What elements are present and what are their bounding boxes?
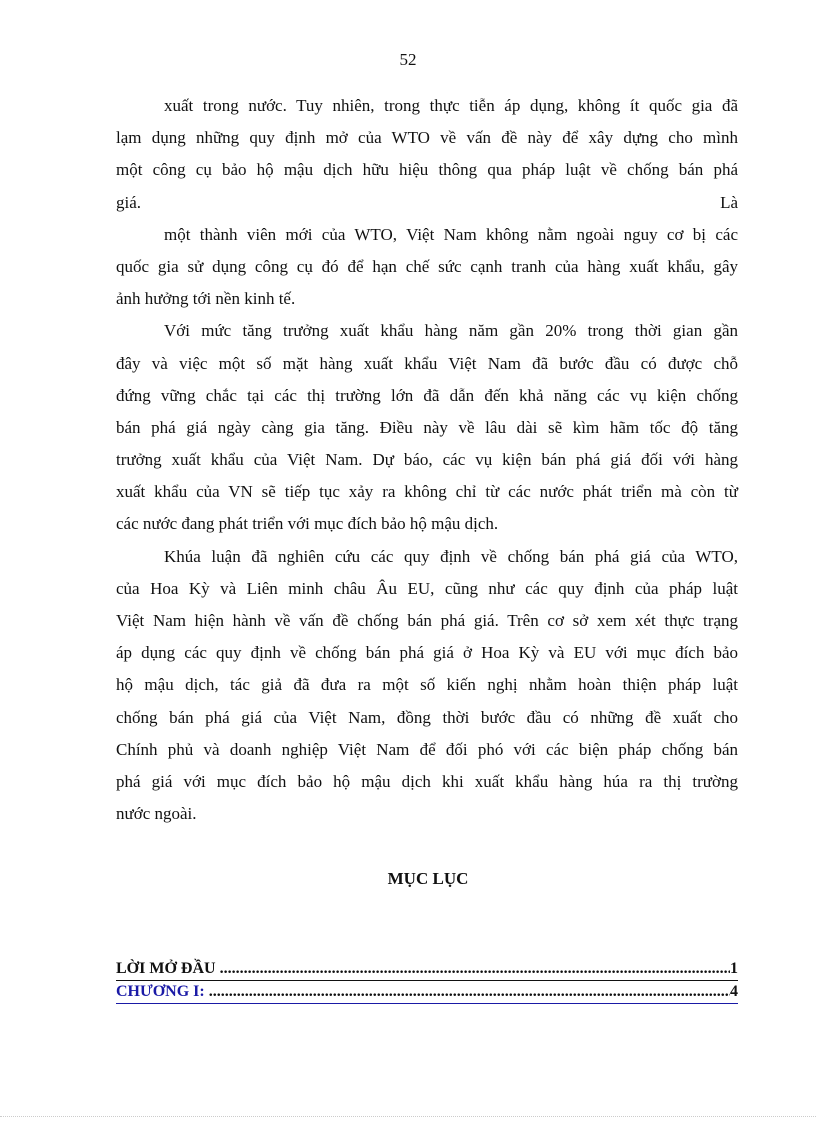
body-line: chống bán phá giá của Việt Nam, đồng thời bước đầu có những đề xuất cho — [116, 707, 738, 727]
toc-entry-chuong-1-link[interactable] — [116, 981, 738, 1004]
body-line: phá giá với mục đích bảo hộ mậu dịch khi xuất khẩu hàng húa ra thị trường — [116, 771, 738, 791]
body-line: bán phá giá ngày càng gia tăng. Điều này về lâu dài sẽ kìm hãm tốc độ tăng — [116, 417, 738, 437]
body-line: đứng vững chắc tại các thị trường lớn đã dẫn đến khả năng các vụ kiện chống — [116, 385, 738, 405]
body-line: Khúa luận đã nghiên cứu các quy định về chống bán phá giá của WTO, — [164, 546, 738, 566]
body-line: áp dụng các quy định về chống bán phá giá ở Hoa Kỳ và EU với mục đích bảo — [116, 643, 738, 663]
page-bottom-divider — [0, 1116, 816, 1117]
body-line: một thành viên mới của WTO, Việt Nam không nằm ngoài nguy cơ bị các — [164, 224, 738, 244]
body-line: trưởng xuất khẩu của Việt Nam. Dự báo, các vụ kiện bán phá giá đối với hàng — [116, 450, 738, 470]
toc-leader-dots — [205, 981, 730, 1003]
toc-title: MỤC LỤC — [387, 869, 469, 888]
toc-entry-label: CHƯƠNG I: — [116, 983, 205, 1000]
body-line: hộ mậu dịch, tác giả đã đưa ra một số kiến nghị nhằm hoàn thiện pháp luật — [116, 675, 738, 695]
body-line: xuất khẩu của VN sẽ tiếp tục xảy ra không chỉ từ các nước phát triển mà còn từ — [116, 482, 738, 502]
body-line: một công cụ bảo hộ mậu dịch hữu hiệu thông qua pháp luật về chống bán phá — [116, 160, 738, 180]
body-line: xuất trong nước. Tuy nhiên, trong thực tiễn áp dụng, không ít quốc gia đã — [164, 96, 738, 115]
toc-entry-loi-mo-dau[interactable] — [116, 958, 738, 981]
toc-entry-label: LỜI MỞ ĐẦU — [116, 960, 216, 977]
body-line: nước ngoài. — [116, 804, 197, 824]
body-line: Với mức tăng trưởng xuất khẩu hàng năm gần 20% trong thời gian gần — [164, 321, 738, 341]
toc-leader-dots — [216, 958, 730, 980]
body-line: đây và việc một số mặt hàng xuất khẩu Việt Nam đã bước đầu có được chỗ — [116, 353, 738, 373]
body-line: quốc gia sử dụng công cụ đó để hạn chế sức cạnh tranh của hàng xuất khẩu, gây — [116, 256, 738, 276]
body-line: ảnh hưởng tới nền kinh tế. — [116, 289, 296, 309]
body-line: giá. Là — [116, 192, 738, 212]
toc-entry-page: 1 — [730, 960, 738, 977]
page-number: 52 — [399, 50, 417, 69]
body-line: các nước đang phát triển với mục đích bảo hộ mậu dịch. — [116, 514, 499, 534]
table-of-contents — [116, 958, 738, 1004]
body-line: Việt Nam hiện hành về vấn đề chống bán phá giá. Trên cơ sở xem xét thực trạng — [116, 611, 738, 630]
body-line: lạm dụng những quy định mở của WTO về vấn đề này để xây dựng cho mình — [116, 128, 738, 148]
body-line: của Hoa Kỳ và Liên minh châu Âu EU, cũng như các quy định của pháp luật — [116, 578, 738, 598]
body-line: Chính phủ và doanh nghiệp Việt Nam để đối phó với các biện pháp chống bán — [116, 739, 738, 759]
body-text — [116, 90, 738, 830]
toc-entry-page: 4 — [730, 983, 738, 1000]
